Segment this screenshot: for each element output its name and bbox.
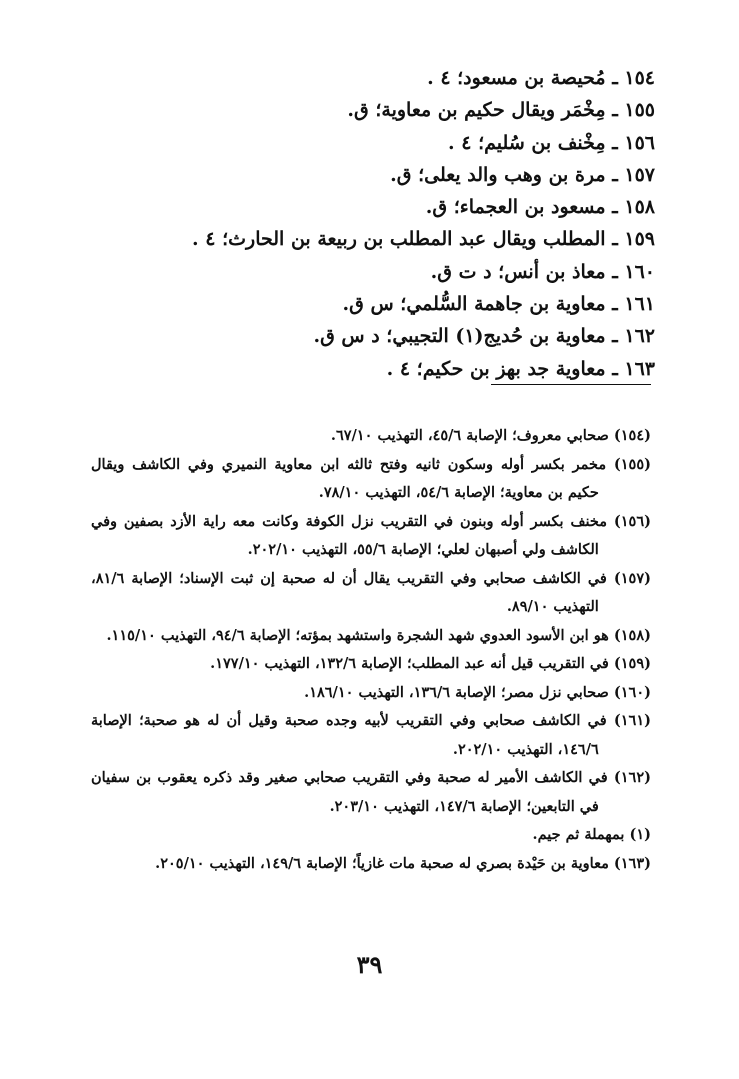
footnote-separator <box>491 384 651 385</box>
footnote-159: (١٥٩) في التقريب قيل أنه عبد المطلب؛ الإصابة ١٣٢/٦، التهذيب ١٧٧/١٠. <box>210 655 651 672</box>
entry-162: ١٦٢ ـ معاوية بن حُديج(١) التجيبي؛ د س ق. <box>313 325 655 348</box>
footnotes <box>91 422 651 878</box>
footnote-marker-1: (١) بمهملة ثم جيم. <box>532 826 651 843</box>
entry-160: ١٦٠ ـ معاذ بن أنس؛ د ت ق. <box>430 260 655 283</box>
entry-159: ١٥٩ ـ المطلب ويقال عبد المطلب بن ربيعة بن الحارث؛ ٤ . <box>192 228 655 251</box>
entry-154: ١٥٤ ـ مُحيصة بن مسعود؛ ٤ . <box>427 67 655 89</box>
footnote-158: (١٥٨) هو ابن الأسود العدوي شهد الشجرة واستشهد بمؤته؛ الإصابة ٩٤/٦، التهذيب ١١٥/١٠. <box>106 626 651 644</box>
entry-158: ١٥٨ ـ مسعود بن العجماء؛ ق. <box>425 196 655 219</box>
footnote-161: (١٦١) في الكاشف صحابي وفي التقريب لأبيه وجده صحبة وقيل أن له هو صحبة؛ الإصابة ١٤٦/٦، التهذيب ٢٠٢/١٠. <box>91 712 651 758</box>
footnote-157: (١٥٧) في الكاشف صحابي وفي التقريب يقال أن له صحبة إن ثبت الإسناد؛ الإصابة ٨١/٦، التهذيب ٨٩/١٠. <box>91 569 651 615</box>
entry-157: ١٥٧ ـ مرة بن وهب والد يعلى؛ ق. <box>390 163 655 186</box>
footnote-162: (١٦٢) في الكاشف الأمير له صحبة وفي التقريب صحابي صغير وقد ذكره يعقوب بن سفيان في التابعين؛ الإصابة ١٤٧/٦، التهذيب ٢٠٣/١٠. <box>91 769 651 815</box>
page-number: ٣٩ <box>356 950 383 979</box>
entry-161: ١٦١ ـ معاوية بن جاهمة السُّلمي؛ س ق. <box>342 293 655 316</box>
footnote-163: (١٦٣) معاوية بن حَيْدة بصري له صحبة مات غازياً؛ الإصابة ١٤٩/٦، التهذيب ٢٠٥/١٠. <box>155 854 651 872</box>
narrator-entries <box>75 62 655 385</box>
entry-155: ١٥٥ ـ مِخْمَر ويقال حكيم بن معاوية؛ ق. <box>347 99 655 122</box>
entry-163: ١٦٣ ـ معاوية جد بهز بن حكيم؛ ٤ . <box>386 357 655 380</box>
footnote-160: (١٦٠) صحابي نزل مصر؛ الإصابة ١٣٦/٦، التهذيب ١٨٦/١٠. <box>304 683 651 701</box>
footnote-156: (١٥٦) مخنف بكسر أوله وبنون في التقريب نزل الكوفة وكانت معه راية الأزد بصفين وفي الكاشف ولي أصبهان لعلي؛ الإصابة ٥٥/٦، التهذيب ٢٠٢/١٠. <box>91 512 651 558</box>
footnote-154: (١٥٤) صحابي معروف؛ الإصابة ٤٥/٦، التهذيب ٦٧/١٠. <box>330 427 651 444</box>
footnote-155: (١٥٥) مخمر بكسر أوله وسكون ثانيه وفتح ثالثه ابن معاوية النميري وفي الكاشف ويقال حكيم بن معاوية؛ الإصابة ٥٤/٦، التهذيب ٧٨/١٠. <box>91 455 651 501</box>
entry-156: ١٥٦ ـ مِخْنف بن سُليم؛ ٤ . <box>448 131 655 154</box>
